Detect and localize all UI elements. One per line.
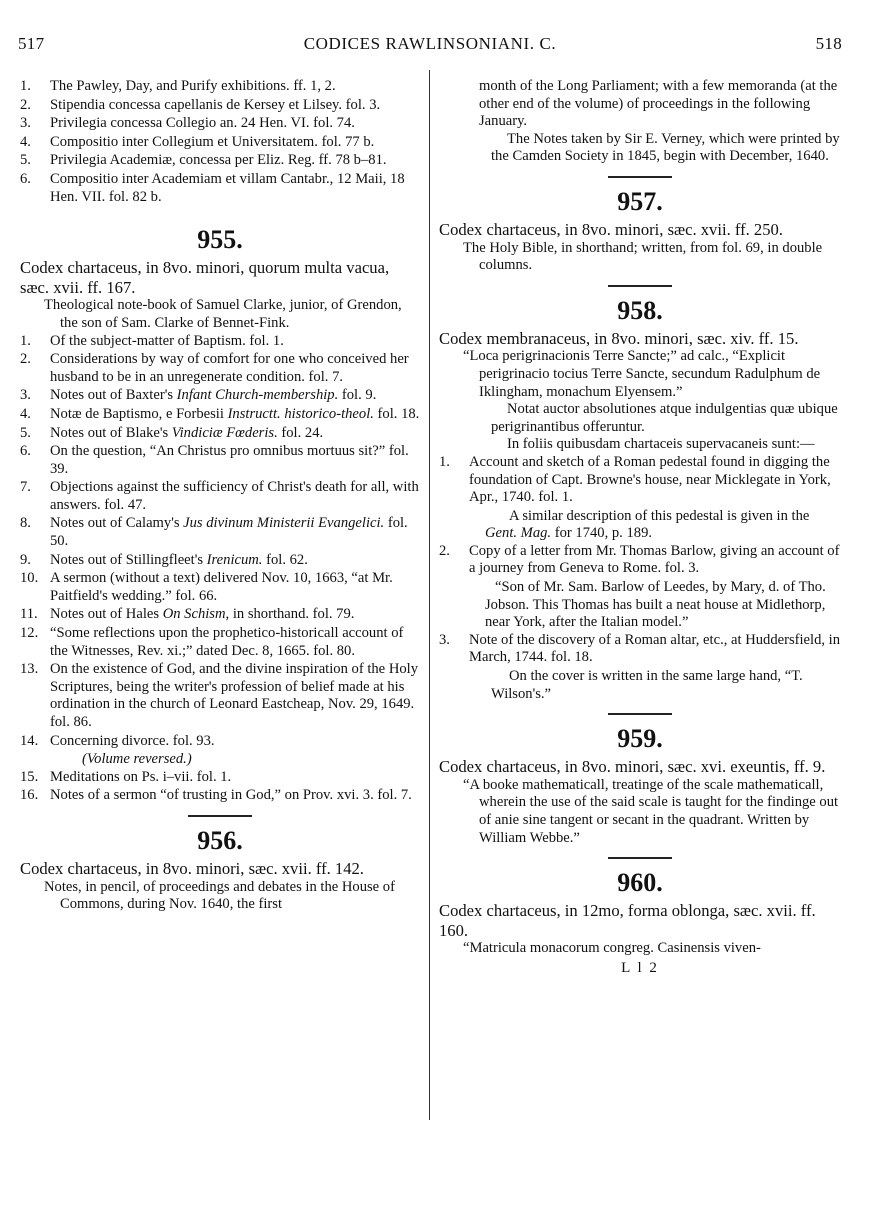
codex-description-958: Codex membranaceus, in 8vo. minori, sæc. xiv. ff. 15. bbox=[439, 328, 799, 348]
item-number: 12. bbox=[20, 625, 39, 642]
list-item bbox=[20, 351, 420, 386]
list-item bbox=[20, 152, 420, 170]
note-958-item3: On the cover is written in the same large hand, “T. Wilson's.” bbox=[491, 668, 803, 702]
entry-954-items bbox=[20, 78, 420, 206]
item-title: Irenicum. bbox=[206, 551, 263, 568]
codex-description-959: Codex chartaceus, in 8vo. minori, sæc. xvi. exeuntis, ff. 9. bbox=[439, 757, 826, 777]
item-title: Instructt. historico-theol. bbox=[227, 405, 374, 422]
item-title: Infant Church-membership. bbox=[176, 387, 339, 404]
text-957: The Holy Bible, in shorthand; written, from fol. 69, in double columns. bbox=[463, 239, 823, 274]
codex-description-957: Codex chartaceus, in 8vo. minori, sæc. xvii. ff. 250. bbox=[439, 219, 783, 239]
item-text: Stipendia concessa capellanis de Kersey et Lilsey. fol. 3. bbox=[50, 96, 381, 113]
list-item bbox=[20, 733, 420, 751]
item-text: “Some reflections upon the prophetico-historicall account of the Witnesses, Rev. xi.;” dated Dec. 8, 1665. fol. 80. bbox=[50, 625, 404, 659]
list-item bbox=[20, 387, 420, 405]
text-956-continued: month of the Long Parliament; with a few memoranda (at the other end of the volume) of proceedings in the following January. bbox=[479, 78, 838, 130]
list-item bbox=[20, 443, 420, 478]
entry-number-955: 955. bbox=[197, 225, 243, 255]
list-item bbox=[20, 661, 420, 731]
item-text: Notæ de Baptismo, e Forbesii bbox=[50, 405, 228, 422]
item-number: 13. bbox=[20, 661, 39, 678]
item-text: fol. 18. bbox=[373, 405, 420, 422]
item-number: 2. bbox=[20, 351, 31, 368]
item-number: 5. bbox=[20, 152, 31, 169]
item-number: 3. bbox=[20, 115, 31, 132]
right-column bbox=[439, 78, 841, 978]
section-rule bbox=[608, 713, 672, 715]
section-rule bbox=[608, 176, 672, 178]
item-number: 9. bbox=[20, 551, 31, 568]
note-958-a: Notat auctor absolutiones atque indulgentias quæ ubique perigrinantibus offeruntur. bbox=[491, 401, 838, 435]
item-text: Notes of a sermon “of trusting in God,” on Prov. xvi. 3. fol. 7. bbox=[50, 787, 412, 804]
item-number: 1. bbox=[20, 332, 31, 349]
item-number: 8. bbox=[20, 515, 31, 532]
section-rule bbox=[188, 815, 252, 817]
item-number: 6. bbox=[20, 443, 31, 460]
entry-number-958: 958. bbox=[617, 295, 663, 325]
item-text: On the question, “An Christus pro omnibus mortuus sit?” fol. 39. bbox=[50, 443, 409, 477]
item-title: Vindiciæ Fœderis. bbox=[171, 424, 278, 441]
note-956: The Notes taken by Sir E. Verney, which were printed by the Camden Society in 1845, begin with December, 1640. bbox=[491, 130, 840, 165]
item-number: 15. bbox=[20, 768, 39, 785]
item-number: 7. bbox=[20, 479, 31, 496]
item-title: On Schism, bbox=[162, 606, 230, 623]
list-item bbox=[20, 625, 420, 660]
list-item bbox=[20, 115, 420, 133]
item-text: Concerning divorce. fol. 93. bbox=[50, 732, 215, 749]
list-item bbox=[20, 769, 420, 787]
page-number-right: 518 bbox=[815, 34, 842, 53]
item-number: 14. bbox=[20, 732, 39, 749]
quote-958-item2: “Son of Mr. Sam. Barlow of Leedes, by Mary, d. of Tho. Jobson. This Thomas has built a neat house at Midlethorp, near York, after the Italian model.” bbox=[485, 579, 826, 631]
item-number: 2. bbox=[20, 96, 31, 113]
list-item: 3. Note of the discovery of a Roman altar, etc., at Huddersfield, in March, 1744. fol. 18. bbox=[439, 631, 841, 666]
item-text: Privilegia concessa Collegio an. 24 Hen. VI. fol. 74. bbox=[50, 115, 355, 132]
item-number: 4. bbox=[20, 405, 31, 422]
list-item: 1. Account and sketch of a Roman pedestal found in digging the foundation of Capt. Browne's house, near Micklegate in York, Apr., 1740. fol. 1. bbox=[439, 453, 831, 506]
item-text: Objections against the sufficiency of Christ's death for all, with answers. fol. 47. bbox=[50, 479, 419, 513]
page-number-left: 517 bbox=[18, 34, 45, 53]
list-item bbox=[20, 333, 420, 351]
list-item bbox=[20, 552, 420, 570]
section-rule bbox=[608, 285, 672, 287]
entry-number-959: 959. bbox=[617, 724, 663, 754]
item-text: A sermon (without a text) delivered Nov. 10, 1663, “at Mr. Paitfield's wedding.” fol. 66. bbox=[50, 570, 393, 604]
entry-number-957: 957. bbox=[617, 186, 663, 216]
list-item bbox=[20, 479, 420, 514]
item-number: 1. bbox=[20, 78, 31, 94]
item-text: Notes out of Calamy's bbox=[50, 515, 184, 532]
item-text: Notes out of Blake's bbox=[50, 424, 172, 441]
entry-number-956: 956. bbox=[197, 825, 243, 855]
item-text: Privilegia Academiæ, concessa per Eliz. Reg. ff. 78 b–81. bbox=[50, 152, 387, 169]
codex-description-955: Codex chartaceus, in 8vo. minori, quorum multa vacua, sæc. xvii. ff. 167. bbox=[20, 258, 390, 297]
list-item bbox=[20, 406, 420, 424]
intro-955: Theological note-book of Samuel Clarke, junior, of Grendon, the son of Sam. Clarke of Bennet-Fink. bbox=[44, 297, 402, 331]
item-number: 3. bbox=[20, 387, 31, 404]
item-text: The Pawley, Day, and Purify exhibitions. ff. 1, 2. bbox=[50, 78, 336, 94]
quote-958: “Loca perigrinacionis Terre Sancte;” ad calc., “Explicit perigrinacio tocius Terre Sancte, secundum Radulphum de Iklingham, monachum Elyensem.” bbox=[463, 348, 821, 400]
list-item bbox=[20, 134, 420, 152]
item-text: fol. 62. bbox=[262, 551, 308, 568]
list-item bbox=[20, 787, 420, 805]
item-text: Notes out of Hales bbox=[50, 606, 163, 623]
entry-955-items-after bbox=[20, 769, 420, 805]
list-item: 2. Copy of a letter from Mr. Thomas Barlow, giving an account of a journey from Geneva to Rome. fol. 3. bbox=[439, 542, 840, 577]
note-958-b: In foliis quibusdam chartaceis supervacaneis sunt:— bbox=[507, 436, 815, 453]
entry-955-items bbox=[20, 333, 420, 751]
item-text: fol. 24. bbox=[277, 424, 324, 441]
text-956: Notes, in pencil, of proceedings and debates in the House of Commons, during Nov. 1640, the first bbox=[44, 878, 395, 913]
volume-reversed-note: (Volume reversed.) bbox=[82, 751, 192, 768]
item-title: Jus divinum Ministerii Evangelici. bbox=[183, 515, 385, 532]
item-text: Considerations by way of comfort for one who conceived her husband to be in an unregenerate condition. fol. 7. bbox=[50, 351, 409, 385]
left-column bbox=[20, 78, 420, 914]
item-text: Compositio inter Collegium et Universitatem. fol. 77 b. bbox=[50, 133, 375, 150]
item-number: 16. bbox=[20, 787, 39, 804]
note-958-item1: A similar description of this pedestal is given in the Gent. Mag. for 1740, p. 189. bbox=[485, 507, 810, 542]
running-header bbox=[18, 34, 842, 58]
page-title: CODICES RAWLINSONIANI. C. bbox=[303, 34, 557, 53]
item-text: fol. 9. bbox=[338, 387, 377, 404]
list-item bbox=[20, 171, 420, 206]
quote-960: “Matricula monacorum congreg. Casinensis viven- bbox=[463, 940, 761, 957]
section-rule bbox=[608, 857, 672, 859]
list-item bbox=[20, 515, 420, 550]
item-text: Notes out of Stillingfleet's bbox=[50, 551, 207, 568]
list-item bbox=[20, 570, 420, 605]
entry-number-960: 960. bbox=[617, 868, 663, 898]
item-text: fol. 50. bbox=[50, 515, 408, 550]
item-text: On the existence of God, and the divine inspiration of the Holy Scriptures, being the writer's profession of belief made at his ordination in the church of Leonard Eastcheap, Nov. 29, 1649. fol. 86. bbox=[50, 661, 419, 730]
column-divider bbox=[429, 70, 430, 1120]
item-number: 5. bbox=[20, 424, 31, 441]
item-number: 4. bbox=[20, 133, 31, 150]
quote-959: “A booke mathematicall, treatinge of the scale mathematicall, wherein the use of the said scale is taught for the findinge out of anie sine tangent or secant in the quadrant. Written by William Webbe.” bbox=[463, 776, 839, 846]
item-number: 6. bbox=[20, 170, 31, 187]
item-text: Notes out of Baxter's bbox=[50, 387, 177, 404]
item-number: 11. bbox=[20, 606, 38, 623]
item-text: in shorthand. fol. 79. bbox=[229, 606, 355, 623]
list-item bbox=[20, 97, 420, 115]
item-number: 10. bbox=[20, 570, 39, 587]
item-text: Meditations on Ps. i–vii. fol. 1. bbox=[50, 768, 232, 785]
list-item bbox=[20, 606, 420, 624]
list-item bbox=[20, 425, 420, 443]
codex-description-956: Codex chartaceus, in 8vo. minori, sæc. xvii. ff. 142. bbox=[20, 858, 364, 878]
item-text: Compositio inter Academiam et villam Cantabr., 12 Maii, 18 Hen. VII. fol. 82 b. bbox=[50, 170, 405, 205]
signature-mark: L l 2 bbox=[621, 959, 659, 976]
list-item bbox=[20, 78, 420, 96]
item-text: Of the subject-matter of Baptism. fol. 1. bbox=[50, 332, 284, 349]
codex-description-960: Codex chartaceus, in 12mo, forma oblonga, sæc. xvii. ff. 160. bbox=[439, 901, 816, 940]
